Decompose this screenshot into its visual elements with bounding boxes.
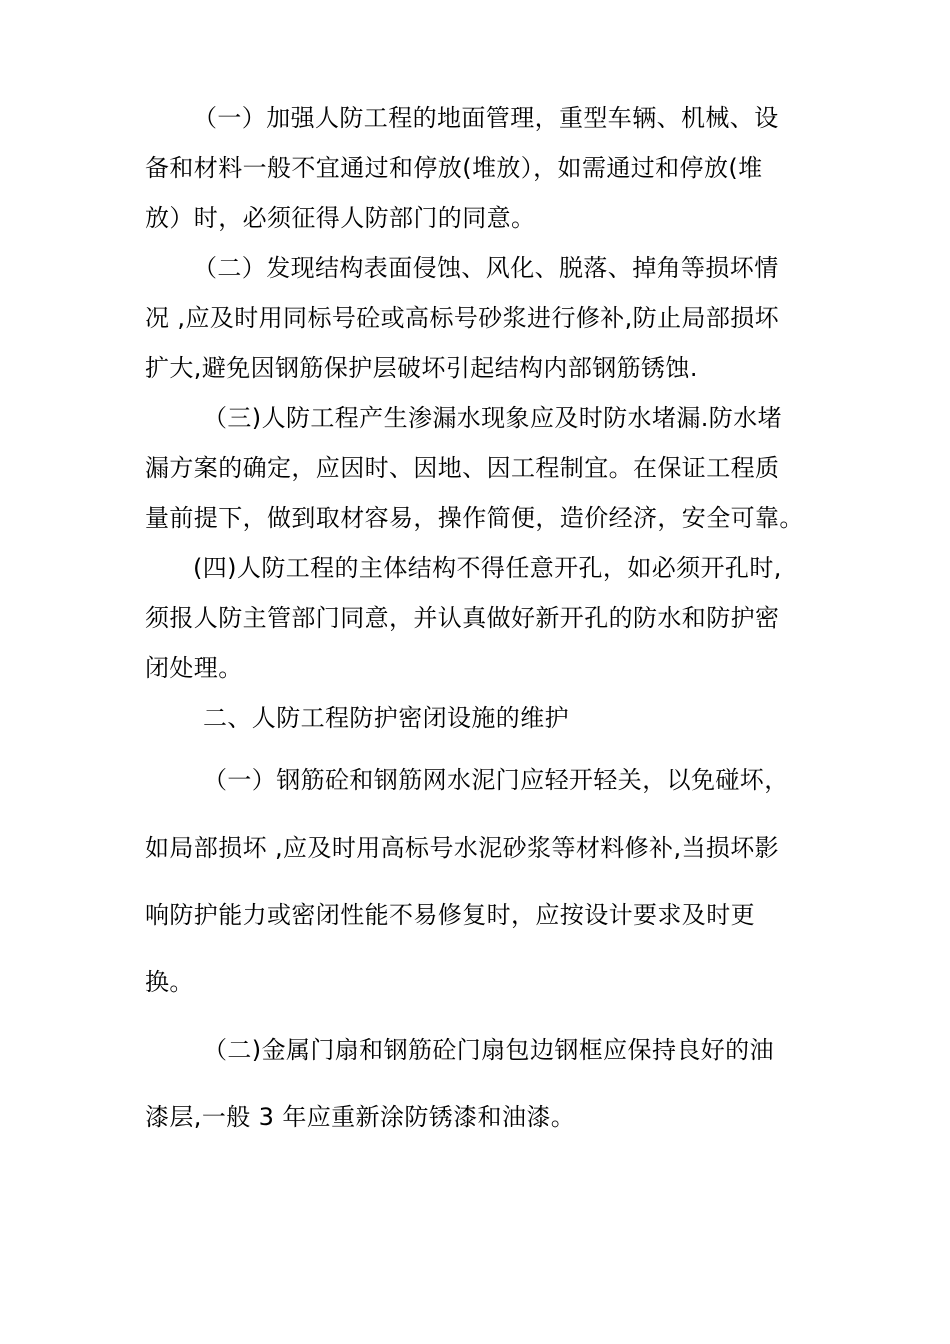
paragraph-2-line-3: 扩大,避免因钢筋保护层破坏引起结构内部钢筋锈蚀. <box>145 354 698 382</box>
paragraph-1-line-2: 备和材料一般不宜通过和停放(堆放），如需通过和停放(堆 <box>145 154 763 182</box>
paragraph-4-line-2: 须报人防主管部门同意，并认真做好新开孔的防水和防护密 <box>145 604 780 632</box>
paragraph-4-line-3: 闭处理。 <box>145 654 243 682</box>
paragraph-6-line-1: （二)金属门扇和钢筋砼门扇包边钢框应保持良好的油 <box>203 1036 774 1064</box>
paragraph-5-line-3: 响防护能力或密闭性能不易修复时，应按设计要求及时更 <box>145 901 755 929</box>
paragraph-1-line-3: 放）时，必须征得人防部门的同意。 <box>145 204 536 232</box>
paragraph-2-line-2: 况 ,应及时用同标号砼或高标号砂浆进行修补,防止局部损坏 <box>145 304 780 332</box>
paragraph-3-line-1: （三)人防工程产生渗漏水现象应及时防水堵漏.防水堵 <box>203 404 782 432</box>
paragraph-1-line-1: （一）加强人防工程的地面管理，重型车辆、机械、设 <box>193 104 779 132</box>
paragraph-5-line-1: （一）钢筋砼和钢筋网水泥门应轻开轻关，以免碰坏， <box>203 766 789 794</box>
paragraph-5-line-4: 换。 <box>145 968 194 996</box>
paragraph-2-line-1: （二）发现结构表面侵蚀、风化、脱落、掉角等损坏情 <box>193 254 779 282</box>
paragraph-5-line-2: 如局部损坏 ,应及时用高标号水泥砂浆等材料修补,当损坏影 <box>145 834 780 862</box>
paragraph-3-line-2: 漏方案的确定，应因时、因地、因工程制宜。在保证工程质 <box>145 454 780 482</box>
section-heading: 二、人防工程防护密闭设施的维护 <box>203 704 569 732</box>
paragraph-6-line-2: 漆层,一般 3 年应重新涂防锈漆和油漆。 <box>145 1103 576 1131</box>
paragraph-4-line-1: (四)人防工程的主体结构不得任意开孔，如必须开孔时, <box>193 554 782 582</box>
paragraph-3-line-3: 量前提下，做到取材容易，操作简便，造价经济，安全可靠。 <box>145 504 804 532</box>
